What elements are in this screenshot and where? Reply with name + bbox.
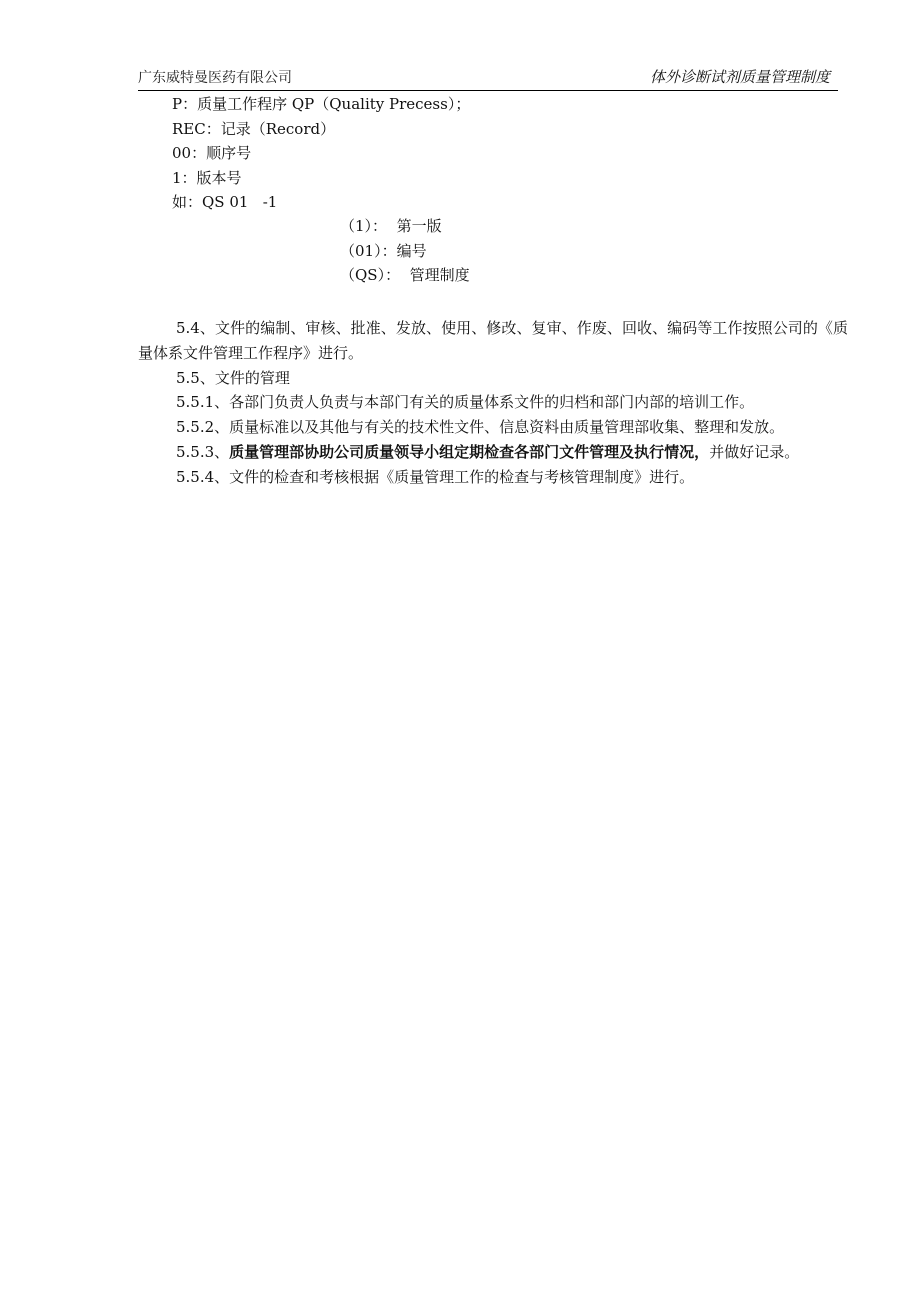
legend-line-rec: REC：记录（Record）: [172, 119, 336, 138]
section-5-5-4: 5.5.4、文件的检查和考核根据《质量管理工作的检查与考核管理制度》进行。: [176, 467, 695, 486]
section-5-5-2: 5.5.2、质量标准以及其他与有关的技术性文件、信息资料由质量管理部收集、整理和发放。: [176, 418, 785, 437]
code-example-breakdown: [340, 214, 470, 288]
section-5-5-3: [138, 440, 848, 465]
example-version: （1）： 第一版: [340, 217, 442, 235]
legend-line-version: 1：版本号: [172, 168, 242, 187]
example-category: （QS）： 管理制度: [340, 266, 470, 285]
legend-line-sequence: 00：顺序号: [172, 144, 252, 163]
code-legend: [172, 92, 470, 215]
example-number: （01）：编号: [340, 241, 427, 260]
section-5-5-3-prefix: 5.5.3、: [176, 442, 230, 461]
company-name: 广东威特曼医药有限公司: [138, 70, 292, 86]
legend-line-example: 如：QS 01 -1: [172, 193, 278, 212]
page-header: [138, 64, 838, 91]
document-body: [138, 316, 848, 490]
legend-line-qp: P：质量工作程序 QP（Quality Precess）；: [172, 95, 471, 113]
section-5-5-3-bold: 质量管理部协助公司质量领导小组定期检查各部门文件管理及执行情况，: [229, 442, 710, 461]
section-5-5-3-rest: 并做好记录。: [709, 442, 800, 461]
section-5-4: 5.4、文件的编制、审核、批准、发放、使用、修改、复审、作废、回收、编码等工作按照公司的《质量体系文件管理工作程序》进行。: [138, 319, 848, 362]
section-5-5-1: 5.5.1、各部门负责人负责与本部门有关的质量体系文件的归档和部门内部的培训工作。: [176, 393, 755, 412]
document-title: 体外诊断试剂质量管理制度: [649, 68, 830, 86]
section-5-5: 5.5、文件的管理: [176, 368, 290, 387]
